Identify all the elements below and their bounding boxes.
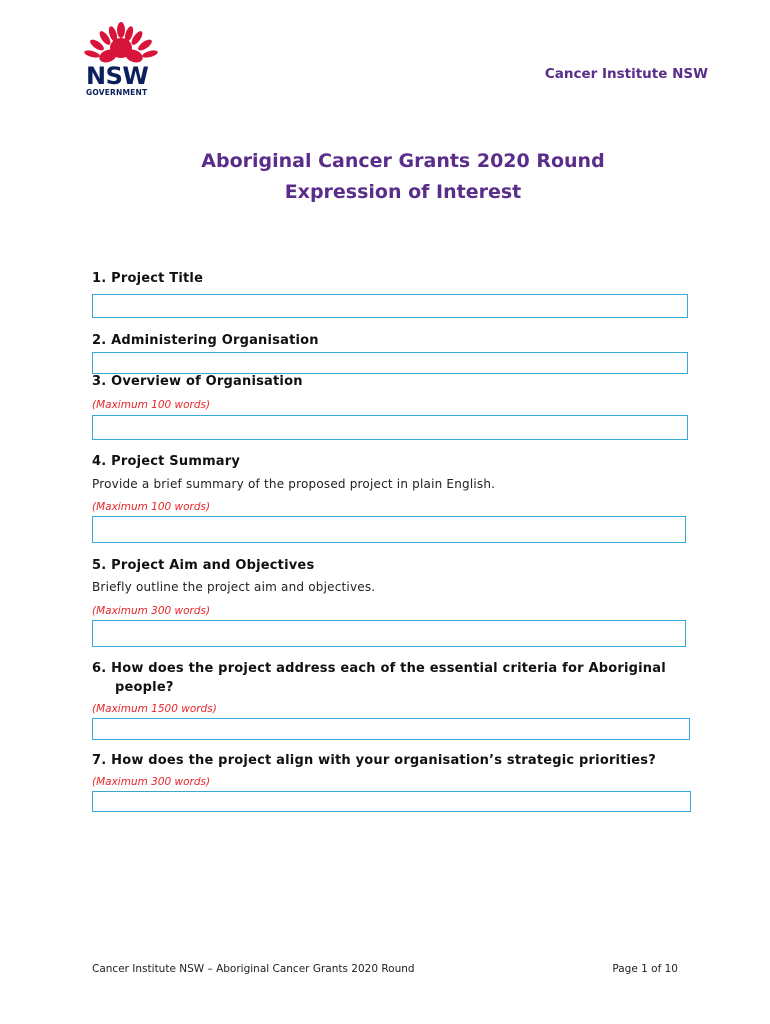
question-6-label-line2: people? [115, 680, 174, 695]
question-4-word-limit: (Maximum 100 words) [92, 501, 211, 513]
question-6-label-line1: 6. How does the project address each of the essential criteria for Aboriginal [92, 661, 666, 676]
question-5-label: 5. Project Aim and Objectives [92, 558, 315, 573]
page-number: Page 1 of 10 [612, 963, 678, 975]
question-1-label: 1. Project Title [92, 271, 204, 286]
question-7-label: 7. How does the project align with your organisation’s strategic priorities? [92, 753, 656, 768]
question-2-label: 2. Administering Organisation [92, 333, 319, 348]
strategic-priorities-field[interactable] [92, 791, 691, 812]
project-summary-field[interactable] [92, 516, 686, 543]
question-5-description: Briefly outline the project aim and objectives. [92, 580, 376, 594]
overview-of-organisation-field[interactable] [92, 415, 688, 440]
question-3-word-limit: (Maximum 100 words) [92, 399, 211, 411]
essential-criteria-field[interactable] [92, 718, 690, 740]
question-4-label: 4. Project Summary [92, 454, 241, 469]
page-title: Aboriginal Cancer Grants 2020 Round [201, 150, 605, 172]
question-4-description: Provide a brief summary of the proposed project in plain English. [92, 477, 496, 491]
question-5-word-limit: (Maximum 300 words) [92, 605, 211, 617]
question-6-word-limit: (Maximum 1500 words) [92, 703, 217, 715]
government-logo-text: GOVERNMENT [86, 88, 148, 97]
question-7-word-limit: (Maximum 300 words) [92, 776, 211, 788]
question-6-label [92, 659, 712, 697]
page-subtitle: Expression of Interest [284, 181, 522, 203]
brand-name: Cancer Institute NSW [544, 66, 708, 82]
project-aim-objectives-field[interactable] [92, 620, 686, 647]
question-3-label: 3. Overview of Organisation [92, 374, 303, 389]
administering-organisation-field[interactable] [92, 352, 688, 374]
footer-document-title: Cancer Institute NSW – Aboriginal Cancer Grants 2020 Round [92, 963, 415, 975]
nsw-logo-text: NSW [86, 62, 149, 90]
project-title-field[interactable] [92, 294, 688, 318]
